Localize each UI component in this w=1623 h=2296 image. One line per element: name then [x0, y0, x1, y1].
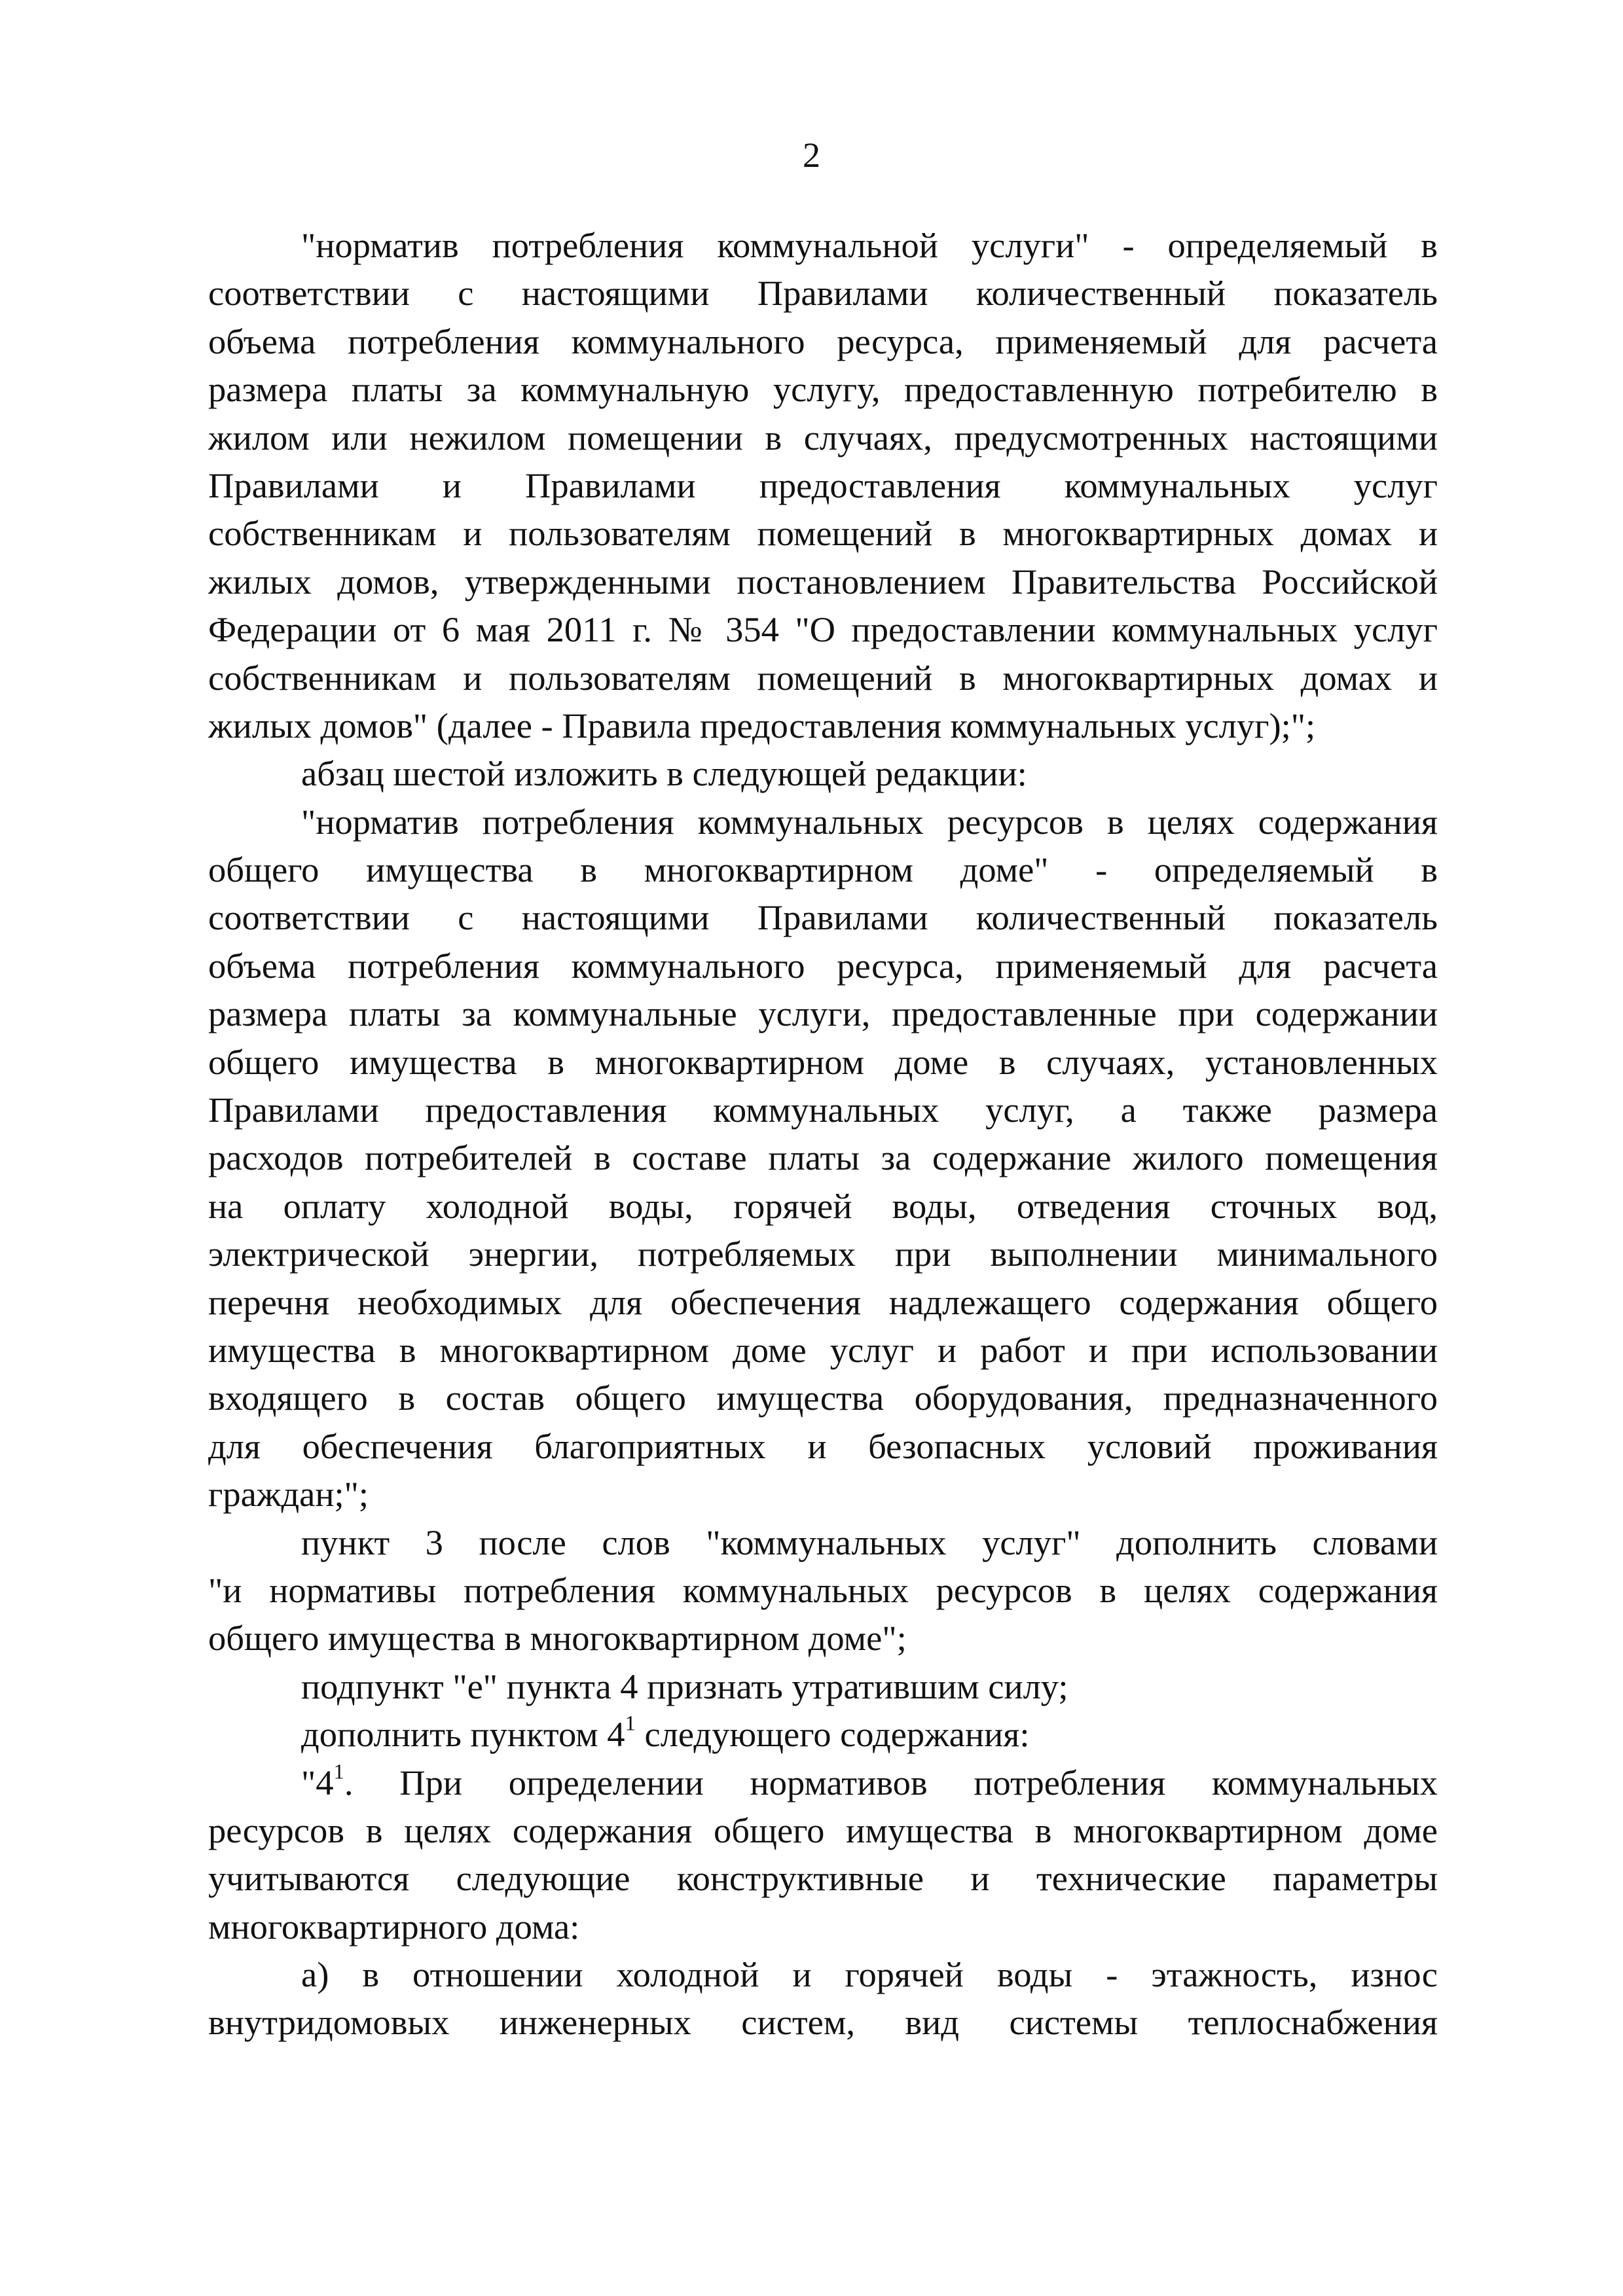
- line-text: граждан;";: [208, 1474, 369, 1515]
- text-line: [208, 221, 1438, 269]
- text-line: [208, 1038, 1438, 1086]
- text-line: [208, 461, 1438, 509]
- text-line: [208, 1230, 1438, 1278]
- line-text: собственникам и пользователям помещений в многоквартирных домах и: [208, 513, 1438, 554]
- line-text: "и нормативы потребления коммунальных ресурсов в целях содержания: [208, 1570, 1438, 1610]
- line-text: входящего в состав общего имущества оборудования, предназначенного: [208, 1378, 1438, 1418]
- text-line: [208, 749, 1438, 797]
- text-line: [208, 414, 1438, 461]
- text-line: [208, 990, 1438, 1037]
- text-line: [208, 1998, 1438, 2046]
- line-text: ресурсов в целях содержания общего имущества в многоквартирном доме: [208, 1810, 1438, 1850]
- text-line: [208, 1806, 1438, 1854]
- line-text: общего имущества в многоквартирном доме в случаях, установленных: [208, 1041, 1438, 1082]
- line-text: собственникам и пользователям помещений в многоквартирных домах и: [208, 657, 1438, 698]
- text-line: [208, 1470, 1438, 1518]
- text-line: [208, 1614, 1438, 1662]
- text-line: [208, 702, 1438, 749]
- text-line: [208, 1086, 1438, 1134]
- line-text: электрической энергии, потребляемых при выполнении минимального: [208, 1234, 1438, 1274]
- line-text: размера платы за коммунальные услуги, предоставленные при содержании: [208, 994, 1438, 1034]
- line-text-continued: . При определении нормативов потребления коммунальных: [344, 1762, 1438, 1803]
- text-line: [208, 1662, 1438, 1710]
- paragraph-p3: [208, 798, 1438, 1518]
- superscript: 1: [333, 1759, 344, 1784]
- line-text: подпункт "е" пункта 4 признать утратившим силу;: [301, 1666, 1068, 1706]
- text-line: [208, 1950, 1438, 1998]
- line-text: "норматив потребления коммунальных ресурсов в целях содержания: [301, 801, 1438, 842]
- text-line: [208, 509, 1438, 557]
- line-text: для обеспечения благоприятных и безопасных условий проживания: [208, 1426, 1438, 1466]
- line-text: жилых домов, утвержденными постановлением Правительства Российской: [208, 561, 1438, 601]
- text-line: [208, 1182, 1438, 1230]
- line-text: общего имущества в многоквартирном доме";: [208, 1618, 907, 1659]
- text-line: [208, 1710, 1438, 1758]
- line-text: соответствии с настоящими Правилами количественный показатель: [208, 897, 1438, 938]
- line-text: объема потребления коммунального ресурса, применяемый для расчета: [208, 945, 1438, 986]
- line-text: дополнить пунктом 4: [301, 1714, 625, 1755]
- text-line: [208, 798, 1438, 846]
- line-text: Правилами предоставления коммунальных услуг, а также размера: [208, 1090, 1438, 1130]
- line-text: Правилами и Правилами предоставления коммунальных услуг: [208, 465, 1438, 505]
- paragraph-p7: [208, 1759, 1438, 1951]
- text-line: [208, 1566, 1438, 1614]
- line-text: "норматив потребления коммунальной услуги" - определяемый в: [301, 225, 1438, 265]
- paragraph-p6: [208, 1710, 1438, 1758]
- text-line: [208, 1518, 1438, 1566]
- text-line: [208, 654, 1438, 702]
- text-line: [208, 1326, 1438, 1374]
- line-text-continued: следующего содержания:: [635, 1714, 1030, 1755]
- line-text: жилом или нежилом помещении в случаях, предусмотренных настоящими: [208, 417, 1438, 457]
- text-line: [208, 1134, 1438, 1181]
- text-line: [208, 1759, 1438, 1806]
- paragraph-p8: [208, 1950, 1438, 2047]
- paragraph-p4: [208, 1518, 1438, 1662]
- line-text: учитываются следующие конструктивные и технические параметры: [208, 1858, 1438, 1899]
- line-text: "4: [301, 1762, 334, 1803]
- line-text: перечня необходимых для обеспечения надлежащего содержания общего: [208, 1282, 1438, 1322]
- document-body: [208, 221, 1438, 2047]
- line-text: на оплату холодной воды, горячей воды, отведения сточных вод,: [208, 1185, 1438, 1226]
- text-line: [208, 1278, 1438, 1326]
- text-line: [208, 269, 1438, 317]
- text-line: [208, 1422, 1438, 1470]
- text-line: [208, 1903, 1438, 1950]
- line-text: расходов потребителей в составе платы за содержание жилого помещения: [208, 1138, 1438, 1178]
- text-line: [208, 605, 1438, 653]
- text-line: [208, 317, 1438, 365]
- line-text: пункт 3 после слов "коммунальных услуг" дополнить словами: [301, 1522, 1438, 1562]
- text-line: [208, 365, 1438, 413]
- text-line: [208, 558, 1438, 605]
- text-line: [208, 1854, 1438, 1902]
- line-text: а) в отношении холодной и горячей воды - этажность, износ: [301, 1954, 1438, 1995]
- line-text: многоквартирного дома:: [208, 1906, 580, 1946]
- line-text: общего имущества в многоквартирном доме" - определяемый в: [208, 850, 1438, 890]
- line-text: имущества в многоквартирном доме услуг и работ и при использовании: [208, 1329, 1438, 1370]
- line-text: соответствии с настоящими Правилами количественный показатель: [208, 273, 1438, 314]
- paragraph-p2: [208, 749, 1438, 797]
- text-line: [208, 846, 1438, 893]
- paragraph-p1: [208, 221, 1438, 749]
- line-text: объема потребления коммунального ресурса, применяемый для расчета: [208, 321, 1438, 361]
- page-number: 2: [803, 135, 820, 175]
- superscript: 1: [625, 1712, 636, 1736]
- text-line: [208, 942, 1438, 990]
- line-text: Федерации от 6 мая 2011 г. № 354 "О предоставлении коммунальных услуг: [208, 609, 1438, 650]
- text-line: [208, 1374, 1438, 1422]
- line-text: внутридомовых инженерных систем, вид системы теплоснабжения: [208, 2002, 1438, 2043]
- text-line: [208, 893, 1438, 941]
- paragraph-p5: [208, 1662, 1438, 1710]
- line-text: абзац шестой изложить в следующей редакции:: [301, 753, 1027, 794]
- line-text: жилых домов" (далее - Правила предоставления коммунальных услуг);";: [208, 705, 1316, 745]
- line-text: размера платы за коммунальную услугу, предоставленную потребителю в: [208, 369, 1438, 410]
